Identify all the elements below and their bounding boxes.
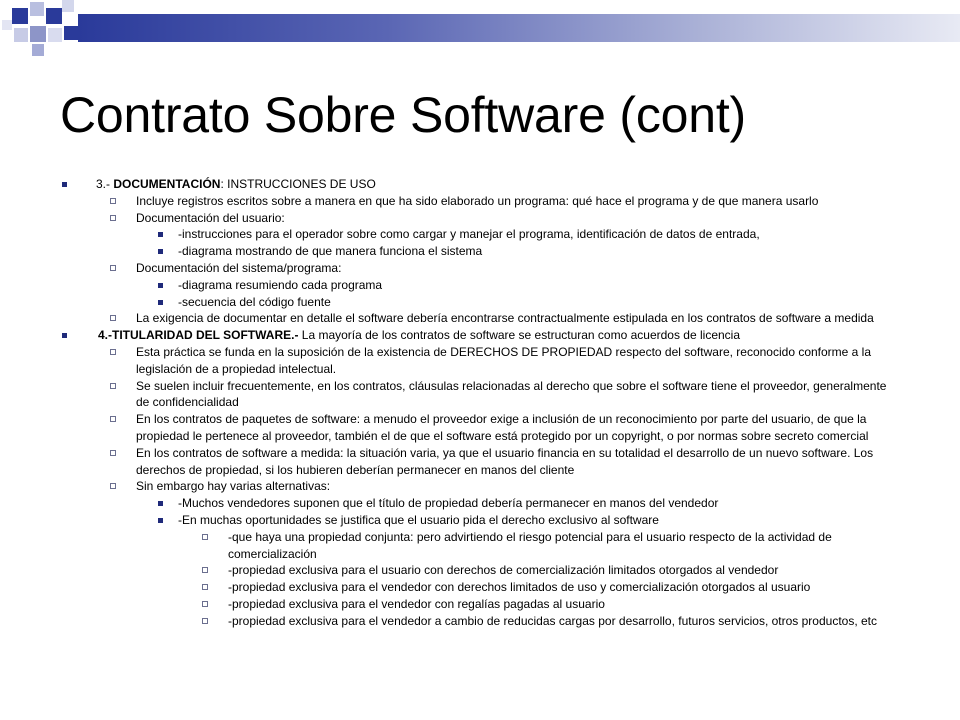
list-item (0, 579, 960, 596)
list-item (0, 596, 960, 613)
square-bullet-icon (62, 182, 67, 187)
list-item (0, 226, 960, 243)
item-text: En los contratos de software a medida: la situación varia, ya que el usuario financia en su totalidad el desarrollo de un nuevo software. Los derechos de propiedad, si los hubieren deberían permanecer en manos del cliente (136, 445, 874, 477)
list-item (0, 562, 960, 579)
deco-square (30, 26, 46, 42)
square-bullet-icon (158, 501, 163, 506)
hollow-square-bullet-icon (110, 265, 116, 271)
item-text: -propiedad exclusiva para el usuario con derechos de comercialización limitados otorgados al vendedor (228, 563, 779, 578)
hollow-square-bullet-icon (110, 198, 116, 204)
header-gradient-band (78, 14, 960, 42)
list-item (0, 613, 960, 630)
hollow-square-bullet-icon (202, 534, 208, 540)
item-text: La exigencia de documentar en detalle el software debería encontrarse contractualmente estipulada en los contratos de software a medida (136, 311, 874, 326)
section-prefix: 3.- (96, 177, 114, 191)
square-bullet-icon (158, 300, 163, 305)
hollow-square-bullet-icon (202, 618, 208, 624)
deco-square (2, 20, 12, 30)
deco-square (64, 26, 78, 40)
item-text: Documentación del sistema/programa: (136, 260, 342, 275)
section-heading: DOCUMENTACIÓN (113, 177, 221, 191)
section-heading: 4.-TITULARIDAD DEL SOFTWARE.- (98, 328, 299, 343)
item-text: Se suelen incluir frecuentemente, en los contratos, cláusulas relacionadas al derecho que sobre el software tiene el proveedor, generalmente de confidencialidad (136, 378, 887, 410)
slide-title: Contrato Sobre Software (cont) (60, 87, 746, 143)
list-item (0, 344, 960, 378)
deco-square (14, 28, 28, 42)
square-bullet-icon (62, 333, 67, 338)
hollow-square-bullet-icon (202, 584, 208, 590)
list-item (0, 378, 960, 412)
list-item (0, 310, 960, 327)
item-text: En los contratos de paquetes de software: a menudo el proveedor exige a inclusión de un reconocimiento por parte del usuario, de que la propiedad le pertenece al proveedor, también el de que el software está protegido por un copyright, o por normas sobre secreto comercial (136, 412, 869, 443)
hollow-square-bullet-icon (110, 416, 116, 422)
list-item (0, 210, 960, 227)
item-text: Documentación del usuario: (136, 210, 285, 225)
deco-square (30, 2, 44, 16)
hollow-square-bullet-icon (110, 315, 116, 321)
list-item (0, 411, 960, 445)
item-text: -secuencia del código fuente (178, 294, 331, 309)
item-text: Sin embargo hay varias alternativas: (136, 479, 331, 494)
hollow-square-bullet-icon (110, 383, 116, 389)
deco-square (62, 0, 74, 12)
hollow-square-bullet-icon (110, 450, 116, 456)
item-text: -instrucciones para el operador sobre como cargar y manejar el programa, identificación de datos de entrada, (178, 227, 760, 242)
item-text: Esta práctica se funda en la suposición de la existencia de DERECHOS DE PROPIEDAD respecto del software, reconocido conforme a la legislación de a propiedad intelectual. (136, 344, 872, 376)
section-titularidad (0, 327, 960, 344)
item-text: -diagrama mostrando de que manera funciona el sistema (178, 244, 483, 259)
item-text: -que haya una propiedad conjunta: pero advirtiendo el riesgo potencial para el usuario respecto de la actividad de comercialización (228, 529, 832, 561)
item-text: Incluye registros escritos sobre a manera en que ha sido elaborado un programa: qué hace el programa y de que manera usarlo (136, 193, 819, 208)
deco-square (48, 28, 62, 42)
item-text: -propiedad exclusiva para el vendedor a cambio de reducidas cargas por desarrollo, futuros servicios, otros productos, etc (228, 613, 878, 628)
list-item (0, 243, 960, 260)
square-bullet-icon (158, 518, 163, 523)
deco-square (12, 8, 28, 24)
slide-body (0, 176, 960, 630)
list-item (0, 512, 960, 529)
list-item (0, 277, 960, 294)
item-text: -Muchos vendedores suponen que el título de propiedad debería permanecer en manos del vendedor (178, 496, 719, 511)
list-item (0, 294, 960, 311)
hollow-square-bullet-icon (110, 215, 116, 221)
deco-square (32, 44, 44, 56)
list-item (0, 193, 960, 210)
list-item (0, 260, 960, 277)
hollow-square-bullet-icon (110, 483, 116, 489)
deco-square (46, 8, 62, 24)
item-text: -propiedad exclusiva para el vendedor con regalías pagadas al usuario (228, 596, 605, 611)
square-bullet-icon (158, 283, 163, 288)
square-bullet-icon (158, 232, 163, 237)
item-text: -propiedad exclusiva para el vendedor con derechos limitados de uso y comercialización otorgados al usuario (228, 580, 811, 595)
hollow-square-bullet-icon (202, 601, 208, 607)
hollow-square-bullet-icon (202, 567, 208, 573)
square-bullet-icon (158, 249, 163, 254)
list-item (0, 529, 960, 563)
list-item (0, 495, 960, 512)
list-item (0, 445, 960, 479)
section-heading-rest: : INSTRUCCIONES DE USO (220, 177, 376, 191)
item-text: -diagrama resumiendo cada programa (178, 277, 383, 292)
item-text: -En muchas oportunidades se justifica que el usuario pida el derecho exclusivo al software (178, 512, 659, 527)
hollow-square-bullet-icon (110, 349, 116, 355)
section-heading-rest: La mayoría de los contratos de software se estructuran como acuerdos de licencia (298, 328, 740, 343)
section-documentacion (0, 176, 960, 193)
list-item (0, 478, 960, 495)
title-decoration (0, 0, 960, 60)
